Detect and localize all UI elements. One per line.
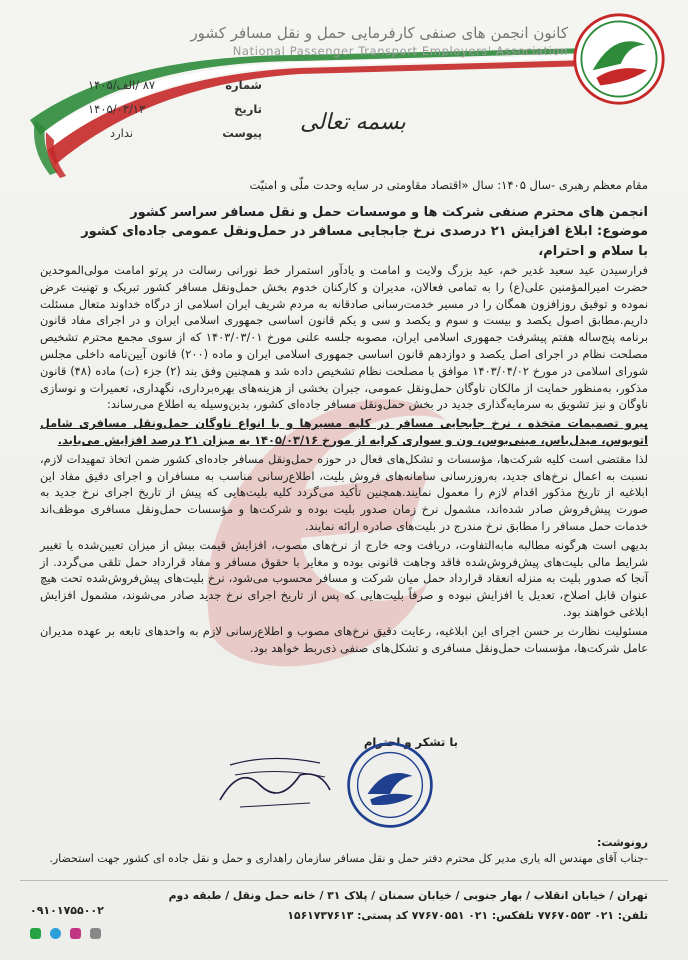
attachment-value: ندارد <box>110 126 134 140</box>
closing-phrase: با تشکر و احترام <box>363 735 458 749</box>
org-name-english: National Passenger Transport Employers' Association <box>232 44 568 58</box>
body-paragraph-instructions: لذا مقتضی است کلیه شرکت‌ها، مؤسسات و تشکل‌های فعال در حوزه حمل‌ونقل مسافر جاده‌ای کشور ضمن اتخاذ تمهیدات لازم، نسبت به اعمال نرخ‌های جدید، به‌روزرسانی سامانه‌های فروش بلیت، اطلاع‌رسانی مناسب به مسافران و اجرای دقیق مفاد این ابلاغیه از تاریخ مذکور اقدام لازم را معمول نمایند.همچنین تأکید می‌گردد کلیه بلیت‌هایی که پیش از تاریخ اجرای نرخ جدید به صورت پیش‌فروش صادر شده‌اند، مشمول نرخ زمان صدور بلیت بوده و شرکت‌ها و مؤسسات حمل‌ونقل مسافری موظف‌اند خدمات حمل مسافر را مطابق نرخ مندرج در بلیت‌های صادره ارائه نمایند. <box>40 451 648 533</box>
number-value: ۸۷ /الف/۱۴۰۵ <box>88 78 156 92</box>
body-paragraph-intro: فرارسیدن عید سعید غدیر خم، عید بزرگ ولایت و امامت و یادآور استمرار خط نورانی رسالت در پرتو امامت مولی‌الموحدین حضرت امیرالمؤمنین علی(ع) را به تمامی فعالان، مدیران و کارکنان خدوم بخش حمل‌ونقل مسافر کشور تبریک و تهنیت عرض نموده و توفیق روزافزون همگان را در مسیر خدمت‌رسانی صادقانه به مردم شریف ایران اسلامی از درگاه خداوند متعال مسئلت داریم.مطابق اصول یکصد و بیست و سوم و یکصد و سی و یکم قانون اساسی جمهوری اسلامی ایران و در اجرای مفاد قانون برنامه پنج‌ساله هفتم پیشرفت جمهوری اسلامی ایران، مصوبه جلسه علنی مورخ ۱۴۰۳/۰۳/۰۱ که از سوی مجمع محترم تشخیص مصلحت نظام در اجرای اصل یکصد و دوازدهم قانون اساسی جمهوری اسلامی ایران و ماده (۲۰۰) قانون آیین‌نامه داخلی مجلس شورای اسلامی در مورخ ۱۴۰۳/۰۴/۰۲ موافق با مصلحت نظام تشخیص داده شد و همچنین وفق بند (۲) جزء (ت) ماده (۴۸) قانون مذکور، به‌منظور حمایت از مالکان ناوگان حمل‌ونقل عمومی، جبران بخشی از هزینه‌های بهره‌برداری، نگهداری، تعمیرات و نوسازی ناوگان و نیز تشویق به سرمایه‌گذاری جدید در بخش حمل‌ونقل مسافر جاده‌ای کشور، بدین‌وسیله به اطلاع می‌رساند: <box>40 263 648 412</box>
number-label: شماره <box>225 78 262 92</box>
letter-body <box>40 262 648 658</box>
addressee: انجمن های محترم صنفی شرکت ها و موسسات حمل و نقل مسافر سراسر کشور <box>130 205 648 220</box>
association-seal-icon <box>345 740 435 830</box>
date-label: تاریخ <box>234 102 262 116</box>
body-paragraph-presold-tickets: بدیهی است هرگونه مطالبه مابه‌التفاوت، دریافت وجه خارج از نرخ‌های مصوب، افزایش قیمت بیش از میزان تعیین‌شده یا تغییر شرایط مالی بلیت‌های پیش‌فروش‌شده فاقد وجاهت قانونی بوده و مغایر با حقوق مسافر و مفاد قرارداد حمل تلقی می‌گردد. از آنجا که صدور بلیت به منزله انعقاد قرارداد حمل میان شرکت و مسافر محسوب می‌شود، نرخ بلیت‌های پیش‌فروش‌شده تحت هیچ عنوان قابل اصلاح، تعدیل یا افزایش نبوده و صرفاً بلیت‌هایی که پس از تاریخ اجرای نرخ جدید صادر می‌شوند، مشمول افزایش ابلاغی خواهند بود. <box>40 537 648 619</box>
email-icon <box>90 928 101 939</box>
subject-line: موضوع: ابلاغ افزایش ۲۱ درصدی نرخ جابجایی مسافر در حمل‌ونقل عمومی جاده‌ای کشور <box>81 224 648 239</box>
greeting: با سلام و احترام، <box>538 244 648 259</box>
besmellah-heading: بسمه تعالی <box>300 110 406 135</box>
footer-phones: تلفن: ۰۲۱ ۷۷۶۷۰۵۵۳ تلفکس: ۰۲۱ ۷۷۶۷۰۵۵۱ کد پستی: ۱۵۶۱۷۳۷۶۱۳ <box>287 909 648 922</box>
footer-contact <box>169 886 648 926</box>
cc-recipient: -جناب آقای مهندس اله یاری مدیر کل محترم دفتر حمل و نقل مسافر سازمان راهداری و حمل و نقل جاده ای کشور جهت استحضار. <box>49 852 648 865</box>
body-paragraph-announcement: پیرو تصمیمات متخذه ، نرخ جابجایی مسافر در کلیه مسیرها و با انواع ناوگان حمل‌ونقل مسافری شامل اتوبوس، میدل‌باس، مینی‌بوس، ون و سواری کرایه از مورخ ۱۴۰۵/۰۳/۱۶ به میزان ۲۱ درصد افزایش می‌یابد. <box>40 416 648 447</box>
org-name-persian: کانون انجمن های صنفی کارفرمایی حمل و نقل مسافر کشور <box>190 24 568 42</box>
footer-divider <box>20 880 668 881</box>
social-icons <box>30 924 105 943</box>
body-paragraph-responsibility: مسئولیت نظارت بر حسن اجرای این ابلاغیه، رعایت دقیق نرخ‌های مصوب و اطلاع‌رسانی لازم به واحدهای تابعه بر عهده مدیران عامل شرکت‌ها، مؤسسات حمل‌ونقل مسافری و تشکل‌های صنفی ذی‌ربط خواهد بود. <box>40 623 648 655</box>
whatsapp-icon <box>30 928 41 939</box>
date-value: ۱۴۰۵/۰۳/۱۳ <box>88 102 146 116</box>
handwritten-signature-icon <box>210 745 340 815</box>
association-logo-icon <box>572 12 666 106</box>
footer-address: تهران / خیابان انقلاب / بهار جنوبی / خیابان سمنان / پلاک ۳۱ / خانه حمل ونقل / طبقه دوم <box>168 889 648 902</box>
leader-motto: مقام معظم رهبری -سال ۱۴۰۵: سال «اقتصاد مقاومتی در سایه وحدت ملّی و امنیّت <box>249 178 648 192</box>
telegram-icon <box>50 928 61 939</box>
attachment-label: پیوست <box>222 126 262 140</box>
cc-label: رونوشت: <box>596 836 648 849</box>
instagram-icon <box>70 928 81 939</box>
footer-mobile: ۰۹۱۰۱۷۵۵۰۰۲ <box>30 904 104 917</box>
